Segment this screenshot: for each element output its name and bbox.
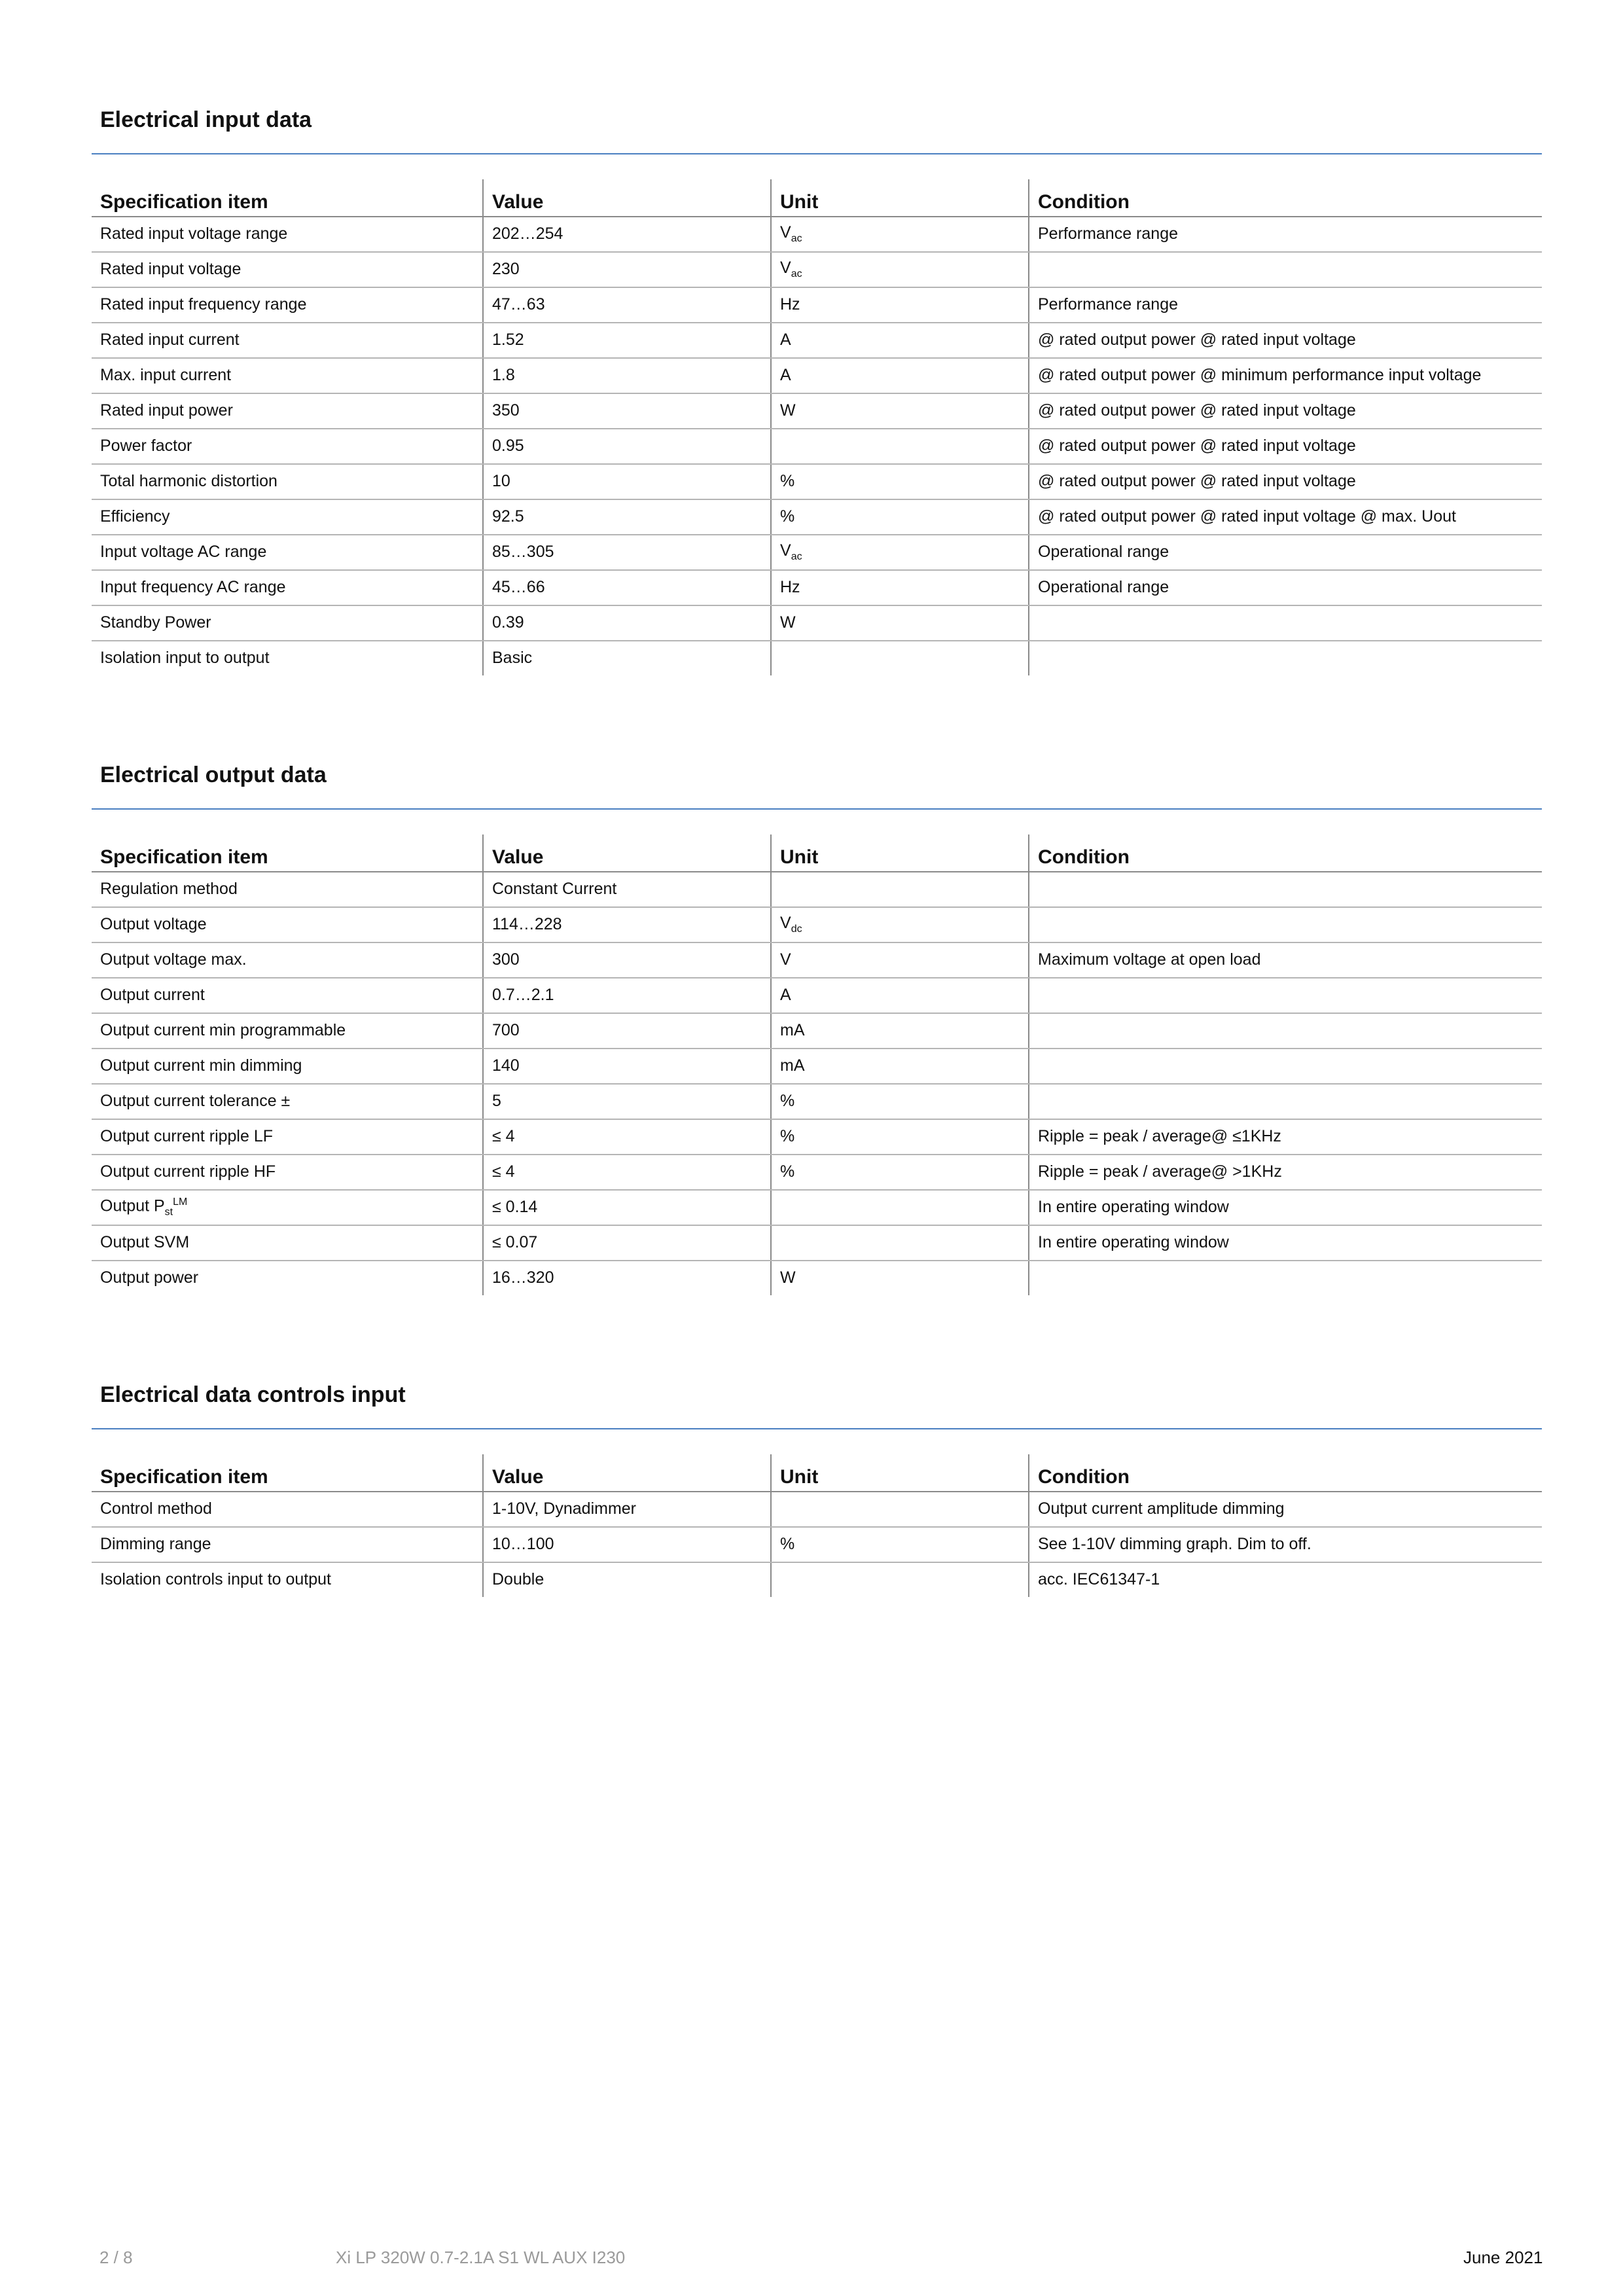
cell-value <box>483 464 771 499</box>
spec-item-superscript: LM <box>173 1196 188 1208</box>
condition-text: Performance range <box>1038 295 1179 314</box>
table-row <box>92 535 1542 570</box>
cell-spec-item <box>92 907 483 942</box>
cell-unit <box>771 978 1029 1013</box>
spec-item-subscript: st <box>164 1206 173 1218</box>
cell-spec-item <box>92 1119 483 1155</box>
cell-spec-item <box>92 570 483 605</box>
spec-item-text: Max. input current <box>100 366 232 385</box>
value-text: 16…320 <box>492 1268 554 1287</box>
table-row <box>92 1527 1542 1562</box>
cell-value <box>483 1013 771 1049</box>
value-text: 1.52 <box>492 331 524 350</box>
cell-unit <box>771 942 1029 978</box>
cell-condition <box>1029 1084 1542 1119</box>
footer-page-number: 2 / 8 <box>99 2248 133 2267</box>
condition-text: Ripple = peak / average@ >1KHz <box>1038 1162 1282 1181</box>
cell-value <box>483 570 771 605</box>
value-text: 10 <box>492 472 510 491</box>
unit-text: V <box>780 259 791 278</box>
cell-value <box>483 287 771 323</box>
cell-value <box>483 1492 771 1527</box>
cell-condition <box>1029 942 1542 978</box>
table-row <box>92 570 1542 605</box>
condition-text: See 1-10V dimming graph. Dim to off. <box>1038 1535 1311 1554</box>
cell-condition <box>1029 1527 1542 1562</box>
unit-text: Hz <box>780 295 800 314</box>
table-row <box>92 1155 1542 1190</box>
value-text: 700 <box>492 1021 520 1040</box>
cell-condition <box>1029 323 1542 358</box>
cell-value <box>483 605 771 641</box>
cell-condition <box>1029 1261 1542 1295</box>
table-row <box>92 252 1542 287</box>
cell-spec-item <box>92 641 483 675</box>
value-text: 5 <box>492 1092 501 1111</box>
unit-text: % <box>780 1092 795 1111</box>
value-text: ≤ 4 <box>492 1127 515 1146</box>
cell-value <box>483 1225 771 1261</box>
spec-item-text: Output current ripple HF <box>100 1162 276 1181</box>
unit-text: % <box>780 472 795 491</box>
cell-unit <box>771 429 1029 464</box>
cell-unit <box>771 393 1029 429</box>
cell-value <box>483 978 771 1013</box>
unit-text: A <box>780 366 791 385</box>
table-row <box>92 1225 1542 1261</box>
column-header-unit: Unit <box>771 834 1029 872</box>
table-row <box>92 429 1542 464</box>
cell-condition <box>1029 1492 1542 1527</box>
table-row <box>92 217 1542 252</box>
unit-text: % <box>780 1127 795 1146</box>
unit-text: W <box>780 1268 796 1287</box>
section-title: Electrical input data <box>92 107 1542 154</box>
cell-spec-item <box>92 1155 483 1190</box>
cell-value <box>483 1261 771 1295</box>
spec-item-text: Rated input frequency range <box>100 295 307 314</box>
table-row <box>92 872 1542 907</box>
cell-condition <box>1029 535 1542 570</box>
cell-value <box>483 1049 771 1084</box>
cell-unit <box>771 1119 1029 1155</box>
table-row <box>92 942 1542 978</box>
cell-unit <box>771 605 1029 641</box>
cell-spec-item <box>92 1492 483 1527</box>
unit-text: % <box>780 507 795 526</box>
cell-spec-item <box>92 605 483 641</box>
spec-item-text: Output current min programmable <box>100 1021 346 1040</box>
cell-value <box>483 1527 771 1562</box>
table-row <box>92 978 1542 1013</box>
table-row <box>92 907 1542 942</box>
table-row <box>92 1562 1542 1597</box>
cell-spec-item <box>92 1190 483 1225</box>
cell-spec-item <box>92 1527 483 1562</box>
column-header-condition: Condition <box>1029 1454 1542 1492</box>
spec-item-text: Output P <box>100 1196 165 1215</box>
unit-text: % <box>780 1162 795 1181</box>
unit-text: V <box>780 950 791 969</box>
spec-item-text: Regulation method <box>100 880 238 899</box>
cell-value <box>483 499 771 535</box>
cell-value <box>483 1190 771 1225</box>
cell-spec-item <box>92 393 483 429</box>
spec-table <box>92 834 1542 1295</box>
section-electrical-controls-input <box>92 1382 1542 1597</box>
cell-condition <box>1029 872 1542 907</box>
unit-text: mA <box>780 1021 805 1040</box>
value-text: 10…100 <box>492 1535 554 1554</box>
cell-unit <box>771 570 1029 605</box>
spec-item-text: Output current tolerance ± <box>100 1092 291 1111</box>
value-text: 47…63 <box>492 295 545 314</box>
table-row <box>92 1492 1542 1527</box>
cell-condition <box>1029 978 1542 1013</box>
table-row <box>92 393 1542 429</box>
spec-item-text: Dimming range <box>100 1535 211 1554</box>
column-header-condition: Condition <box>1029 834 1542 872</box>
cell-value <box>483 393 771 429</box>
column-header-item: Specification item <box>92 834 483 872</box>
cell-condition <box>1029 570 1542 605</box>
spec-item-text: Output current ripple LF <box>100 1127 274 1146</box>
cell-condition <box>1029 641 1542 675</box>
cell-value <box>483 429 771 464</box>
value-text: 0.7…2.1 <box>492 986 554 1005</box>
cell-value <box>483 1084 771 1119</box>
value-text: 114…228 <box>492 915 562 934</box>
column-header-condition: Condition <box>1029 179 1542 217</box>
unit-text: W <box>780 401 796 420</box>
spec-item-text: Total harmonic distortion <box>100 472 277 491</box>
table-row <box>92 641 1542 675</box>
cell-condition <box>1029 429 1542 464</box>
spec-table <box>92 1454 1542 1597</box>
cell-unit <box>771 1049 1029 1084</box>
cell-spec-item <box>92 217 483 252</box>
cell-unit <box>771 535 1029 570</box>
value-text: Constant Current <box>492 880 617 899</box>
cell-spec-item <box>92 1084 483 1119</box>
cell-condition <box>1029 907 1542 942</box>
table-row <box>92 1119 1542 1155</box>
cell-condition <box>1029 1155 1542 1190</box>
condition-text: Ripple = peak / average@ ≤1KHz <box>1038 1127 1281 1146</box>
unit-text: A <box>780 986 791 1005</box>
value-text: 300 <box>492 950 520 969</box>
unit-text: V <box>780 223 791 242</box>
value-text: 45…66 <box>492 578 545 597</box>
cell-unit <box>771 1190 1029 1225</box>
cell-spec-item <box>92 499 483 535</box>
cell-unit <box>771 252 1029 287</box>
column-header-value: Value <box>483 179 771 217</box>
condition-text: @ rated output power @ rated input voltage @ max. Uout <box>1038 507 1456 526</box>
cell-spec-item <box>92 252 483 287</box>
cell-condition <box>1029 287 1542 323</box>
value-text: 1-10V, Dynadimmer <box>492 1499 637 1518</box>
cell-condition <box>1029 358 1542 393</box>
cell-spec-item <box>92 1261 483 1295</box>
spec-item-text: Rated input voltage range <box>100 224 288 243</box>
column-header-unit: Unit <box>771 1454 1029 1492</box>
cell-spec-item <box>92 978 483 1013</box>
spec-item-text: Rated input voltage <box>100 260 241 279</box>
footer-product-name: Xi LP 320W 0.7-2.1A S1 WL AUX I230 <box>336 2248 626 2267</box>
value-text: ≤ 4 <box>492 1162 515 1181</box>
cell-spec-item <box>92 1562 483 1597</box>
spec-item-text: Isolation controls input to output <box>100 1570 332 1589</box>
section-electrical-output <box>92 762 1542 1295</box>
cell-unit <box>771 323 1029 358</box>
section-electrical-input <box>92 107 1542 675</box>
value-text: ≤ 0.07 <box>492 1233 538 1252</box>
condition-text: Performance range <box>1038 224 1179 243</box>
condition-text: @ rated output power @ rated input voltage <box>1038 437 1356 456</box>
value-text: Double <box>492 1570 544 1589</box>
condition-text: @ rated output power @ minimum performance input voltage <box>1038 366 1482 385</box>
cell-spec-item <box>92 464 483 499</box>
cell-value <box>483 872 771 907</box>
cell-condition <box>1029 1225 1542 1261</box>
spec-item-text: Output current min dimming <box>100 1056 302 1075</box>
value-text: 202…254 <box>492 224 563 243</box>
condition-text: In entire operating window <box>1038 1233 1229 1252</box>
spec-item-text: Input voltage AC range <box>100 543 267 562</box>
spec-item-text: Output SVM <box>100 1233 190 1252</box>
cell-unit <box>771 287 1029 323</box>
cell-value <box>483 1155 771 1190</box>
cell-value <box>483 641 771 675</box>
spec-item-text: Efficiency <box>100 507 170 526</box>
cell-unit <box>771 499 1029 535</box>
cell-spec-item <box>92 429 483 464</box>
table-row <box>92 1084 1542 1119</box>
unit-subscript: ac <box>791 268 802 280</box>
condition-text: In entire operating window <box>1038 1198 1229 1217</box>
unit-subscript: ac <box>791 551 802 563</box>
spec-item-text: Power factor <box>100 437 192 456</box>
spec-item-text: Output voltage <box>100 915 207 934</box>
table-row <box>92 323 1542 358</box>
spec-item-text: Rated input power <box>100 401 233 420</box>
condition-text: @ rated output power @ rated input voltage <box>1038 331 1356 350</box>
condition-text: @ rated output power @ rated input voltage <box>1038 472 1356 491</box>
cell-condition <box>1029 1190 1542 1225</box>
cell-spec-item <box>92 942 483 978</box>
cell-condition <box>1029 499 1542 535</box>
value-text: ≤ 0.14 <box>492 1198 538 1217</box>
table-header-row <box>92 834 1542 872</box>
cell-unit <box>771 1492 1029 1527</box>
cell-unit <box>771 1562 1029 1597</box>
section-title: Electrical output data <box>92 762 1542 810</box>
cell-spec-item <box>92 872 483 907</box>
cell-unit <box>771 641 1029 675</box>
unit-subscript: ac <box>791 233 802 245</box>
cell-condition <box>1029 393 1542 429</box>
table-row <box>92 499 1542 535</box>
cell-condition <box>1029 1119 1542 1155</box>
condition-text: Output current amplitude dimming <box>1038 1499 1285 1518</box>
condition-text: Operational range <box>1038 543 1169 562</box>
cell-unit <box>771 1225 1029 1261</box>
cell-spec-item <box>92 358 483 393</box>
cell-condition <box>1029 1562 1542 1597</box>
spec-item-text: Output voltage max. <box>100 950 247 969</box>
column-header-item: Specification item <box>92 179 483 217</box>
spec-item-text: Rated input current <box>100 331 240 350</box>
value-text: 85…305 <box>492 543 554 562</box>
condition-text: acc. IEC61347-1 <box>1038 1570 1160 1589</box>
cell-value <box>483 1119 771 1155</box>
spec-item-text: Standby Power <box>100 613 211 632</box>
table-header-row <box>92 1454 1542 1492</box>
value-text: 92.5 <box>492 507 524 526</box>
cell-spec-item <box>92 287 483 323</box>
cell-unit <box>771 1155 1029 1190</box>
column-header-unit: Unit <box>771 179 1029 217</box>
table-header-row <box>92 179 1542 217</box>
column-header-value: Value <box>483 834 771 872</box>
cell-value <box>483 942 771 978</box>
value-text: 350 <box>492 401 520 420</box>
table-row <box>92 1261 1542 1295</box>
cell-condition <box>1029 252 1542 287</box>
column-header-value: Value <box>483 1454 771 1492</box>
cell-condition <box>1029 1049 1542 1084</box>
spec-item-text: Control method <box>100 1499 212 1518</box>
condition-text: Operational range <box>1038 578 1169 597</box>
unit-text: V <box>780 541 791 560</box>
spec-item-text: Isolation input to output <box>100 649 270 668</box>
cell-condition <box>1029 1013 1542 1049</box>
column-header-item: Specification item <box>92 1454 483 1492</box>
unit-text: W <box>780 613 796 632</box>
cell-value <box>483 217 771 252</box>
condition-text: @ rated output power @ rated input voltage <box>1038 401 1356 420</box>
cell-spec-item <box>92 323 483 358</box>
value-text: 140 <box>492 1056 520 1075</box>
cell-value <box>483 358 771 393</box>
cell-value <box>483 1562 771 1597</box>
table-row <box>92 358 1542 393</box>
cell-unit <box>771 1084 1029 1119</box>
cell-unit <box>771 907 1029 942</box>
cell-spec-item <box>92 1225 483 1261</box>
cell-unit <box>771 1261 1029 1295</box>
value-text: 0.95 <box>492 437 524 456</box>
spec-item-text: Output power <box>100 1268 199 1287</box>
condition-text: Maximum voltage at open load <box>1038 950 1261 969</box>
cell-value <box>483 323 771 358</box>
footer-date: June 2021 <box>1463 2248 1543 2267</box>
cell-unit <box>771 872 1029 907</box>
value-text: Basic <box>492 649 533 668</box>
cell-condition <box>1029 464 1542 499</box>
table-row <box>92 1013 1542 1049</box>
value-text: 230 <box>492 260 520 279</box>
cell-spec-item <box>92 1013 483 1049</box>
cell-condition <box>1029 605 1542 641</box>
table-row <box>92 605 1542 641</box>
cell-unit <box>771 464 1029 499</box>
cell-unit <box>771 217 1029 252</box>
unit-subscript: dc <box>791 924 802 935</box>
cell-value <box>483 535 771 570</box>
unit-text: A <box>780 331 791 350</box>
table-row <box>92 1190 1542 1225</box>
unit-text: % <box>780 1535 795 1554</box>
unit-text: V <box>780 914 791 933</box>
cell-spec-item <box>92 535 483 570</box>
cell-unit <box>771 358 1029 393</box>
cell-spec-item <box>92 1049 483 1084</box>
table-row <box>92 287 1542 323</box>
spec-item-text: Output current <box>100 986 205 1005</box>
cell-unit <box>771 1527 1029 1562</box>
value-text: 0.39 <box>492 613 524 632</box>
table-row <box>92 1049 1542 1084</box>
unit-text: mA <box>780 1056 805 1075</box>
spec-table <box>92 179 1542 675</box>
value-text: 1.8 <box>492 366 515 385</box>
spec-item-text: Input frequency AC range <box>100 578 286 597</box>
cell-condition <box>1029 217 1542 252</box>
unit-text: Hz <box>780 578 800 597</box>
cell-unit <box>771 1013 1029 1049</box>
table-row <box>92 464 1542 499</box>
cell-value <box>483 252 771 287</box>
section-title: Electrical data controls input <box>92 1382 1542 1429</box>
cell-value <box>483 907 771 942</box>
